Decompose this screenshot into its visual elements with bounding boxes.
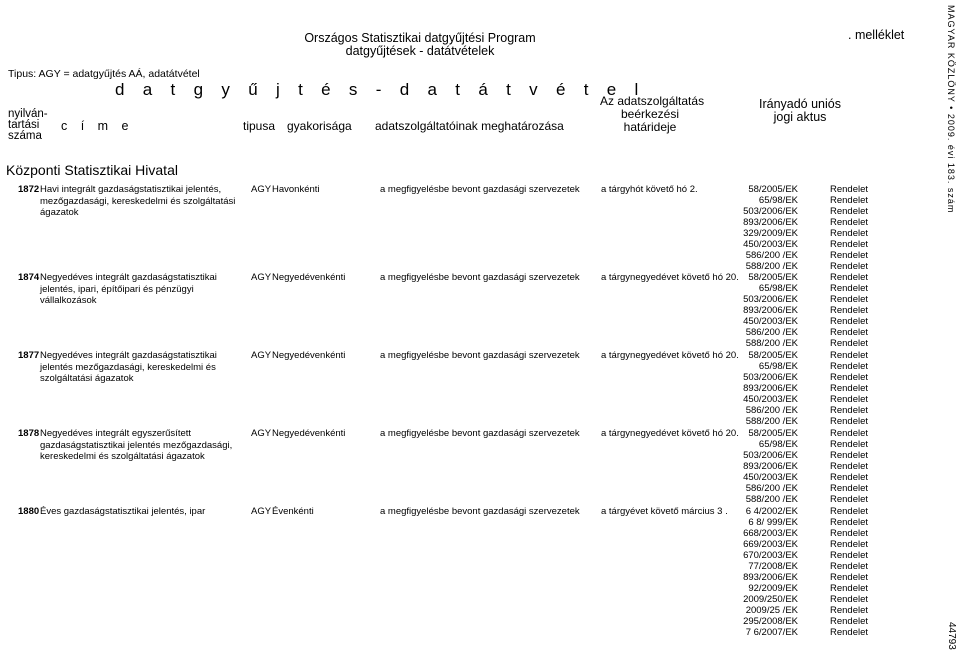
legal-act-kind: Rendelet xyxy=(830,583,869,594)
legal-act-item xyxy=(725,594,870,605)
legal-act-kind: Rendelet xyxy=(830,616,869,627)
legal-act-number: 92/2009/EK xyxy=(748,583,798,594)
legal-act-number: 670/2003/EK xyxy=(743,550,798,561)
legal-act-item xyxy=(725,405,870,416)
legal-act-list xyxy=(725,506,870,638)
legal-act-item xyxy=(725,316,870,327)
legal-act-item xyxy=(725,184,870,195)
entry-type: AGY xyxy=(251,506,272,517)
legal-act-kind: Rendelet xyxy=(830,517,869,528)
legal-act-number: 329/2009/EK xyxy=(743,228,798,239)
legal-act-item xyxy=(725,372,870,383)
legal-act-number: 893/2006/EK xyxy=(743,305,798,316)
entry-description-line: ágazatok xyxy=(40,207,79,218)
legal-act-item xyxy=(725,361,870,372)
legal-act-kind: Rendelet xyxy=(830,483,869,494)
legal-act-item xyxy=(725,561,870,572)
entry-type: AGY xyxy=(251,272,272,283)
legal-act-item xyxy=(725,461,870,472)
legal-act-kind: Rendelet xyxy=(830,506,869,517)
entry-deadline: a tárgynegyedévet követő hó 20. xyxy=(601,428,739,439)
legal-act-kind: Rendelet xyxy=(830,428,869,439)
legal-act-kind: Rendelet xyxy=(830,250,869,261)
legal-act-number: 503/2006/EK xyxy=(743,450,798,461)
legal-act-kind: Rendelet xyxy=(830,550,869,561)
legal-act-item xyxy=(725,394,870,405)
entry-description-line: jelentés, ipari, építőipari és pénzügyi xyxy=(40,283,194,295)
legal-act-item xyxy=(725,327,870,338)
legal-act-item xyxy=(725,439,870,450)
collection-heading: d a t g y ű j t é s - d a t á t v é t e l xyxy=(115,80,646,99)
legal-act-number: 7 6/2007/EK xyxy=(745,627,798,638)
legal-act-kind: Rendelet xyxy=(830,316,869,327)
entry-description-line: jelentés mezőgazdasági, kereskedelmi és xyxy=(40,361,216,373)
legal-act-number: 586/200 /EK xyxy=(745,327,798,338)
legal-act-item xyxy=(725,217,870,228)
legal-act-item xyxy=(725,428,870,439)
legal-act-number: 588/200 /EK xyxy=(745,416,798,427)
legal-act-item xyxy=(725,572,870,583)
entry-description-line: Éves gazdaságstatisztikai jelentés, ipar xyxy=(40,506,206,517)
entry-scope: a megfigyelésbe bevont gazdasági szervezetek xyxy=(380,428,580,439)
legal-act-number: 450/2003/EK xyxy=(743,239,798,250)
entry-description xyxy=(40,428,232,463)
legal-act-item xyxy=(725,483,870,494)
legal-act-kind: Rendelet xyxy=(830,539,869,550)
entry-description-line: mezőgazdasági, kereskedelmi és szolgáltatási xyxy=(40,195,236,207)
legal-act-item xyxy=(725,539,870,550)
legal-act-number: 58/2005/EK xyxy=(748,428,798,439)
entry-type: AGY xyxy=(251,184,272,195)
header-deadline-line: beérkezési xyxy=(620,107,680,121)
legal-act-kind: Rendelet xyxy=(830,383,869,394)
legal-act-number: 295/2008/EK xyxy=(743,616,798,627)
legal-act-number: 65/98/EK xyxy=(758,361,798,372)
entry-type: AGY xyxy=(251,428,272,439)
entry-frequency: Évenkénti xyxy=(272,506,314,517)
entry-description-line: Havi integrált gazdaságstatisztikai jelentés, xyxy=(40,184,222,195)
entry-description-line: gazdaságstatisztikai jelentés mezőgazdasági, xyxy=(40,439,233,451)
legal-act-list xyxy=(725,272,870,349)
legal-act-kind: Rendelet xyxy=(830,338,869,349)
legal-act-number: 6 8/ 999/EK xyxy=(748,517,798,528)
entry-frequency: Negyedévenkénti xyxy=(272,350,346,361)
legal-act-kind: Rendelet xyxy=(830,272,869,283)
legal-act-kind: Rendelet xyxy=(830,528,869,539)
type-legend: Tipus: AGY = adatgyűjtés AÁ, adatátvétel xyxy=(8,68,200,80)
header-deadline-line: Az adatszolgáltatás xyxy=(600,94,705,108)
legal-act-kind: Rendelet xyxy=(830,294,869,305)
entry-code: 1880 xyxy=(18,506,40,517)
legal-act-kind: Rendelet xyxy=(830,305,869,316)
legal-act-number: 893/2006/EK xyxy=(743,383,798,394)
program-title: Országos Statisztikai datgyűjtési Program xyxy=(304,31,536,45)
legal-act-number: 586/200 /EK xyxy=(745,250,798,261)
legal-act-list xyxy=(725,428,870,505)
header-id-line: nyilván- xyxy=(8,108,48,120)
legal-act-kind: Rendelet xyxy=(830,627,869,638)
legal-act-kind: Rendelet xyxy=(830,416,869,427)
organization-name: Központi Statisztikai Hivatal xyxy=(6,162,178,178)
entry-code: 1877 xyxy=(18,350,40,361)
entry-description xyxy=(40,272,217,307)
legal-act-number: 58/2005/EK xyxy=(748,350,798,361)
entry-type: AGY xyxy=(251,350,272,361)
entry-frequency: Havonkénti xyxy=(272,184,320,195)
legal-act-item xyxy=(725,294,870,305)
header-deadline-line: határideje xyxy=(623,120,677,134)
legal-act-kind: Rendelet xyxy=(830,439,869,450)
entry-description-line: kereskedelmi és szolgáltatási ágazatok xyxy=(40,451,205,462)
legal-act-kind: Rendelet xyxy=(830,605,869,616)
legal-act-number: 2009/25 /EK xyxy=(745,605,798,616)
legal-act-item xyxy=(725,450,870,461)
entry-description-line: szolgáltatási ágazatok xyxy=(40,373,134,384)
legal-act-number: 65/98/EK xyxy=(758,439,798,450)
legal-act-item xyxy=(725,506,870,517)
legal-act-kind: Rendelet xyxy=(830,450,869,461)
legal-act-kind: Rendelet xyxy=(830,327,869,338)
legal-act-item xyxy=(725,350,870,361)
legal-act-kind: Rendelet xyxy=(830,206,869,217)
legal-act-item xyxy=(725,616,870,627)
legal-act-number: 77/2008/EK xyxy=(748,561,798,572)
legal-act-kind: Rendelet xyxy=(830,195,869,206)
legal-act-number: 450/2003/EK xyxy=(743,472,798,483)
legal-act-item xyxy=(725,550,870,561)
legal-act-kind: Rendelet xyxy=(830,261,869,272)
legal-act-number: 893/2006/EK xyxy=(743,572,798,583)
entry-description xyxy=(40,184,235,219)
legal-act-kind: Rendelet xyxy=(830,594,869,605)
legal-act-item xyxy=(725,494,870,505)
entry-frequency: Negyedévenkénti xyxy=(272,272,346,283)
legal-act-kind: Rendelet xyxy=(830,283,869,294)
header-frequency-column: gyakorisága xyxy=(287,119,352,133)
legal-act-kind: Rendelet xyxy=(830,561,869,572)
header-title-column: c í m e xyxy=(61,119,134,133)
header-id-line: száma xyxy=(8,130,42,142)
program-subtitle: datgyűjtések - datátvételek xyxy=(345,44,495,58)
legal-act-item xyxy=(725,338,870,349)
legal-act-number: 503/2006/EK xyxy=(743,372,798,383)
entry-deadline: a tárgyévet követő március 3 . xyxy=(601,506,728,517)
legal-act-kind: Rendelet xyxy=(830,217,869,228)
legal-act-kind: Rendelet xyxy=(830,361,869,372)
entry-deadline: a tárgyhót követő hó 2. xyxy=(601,184,698,195)
legal-act-item xyxy=(725,583,870,594)
legal-act-kind: Rendelet xyxy=(830,494,869,505)
header-legal-act-line: jogi aktus xyxy=(773,110,827,124)
legal-act-item xyxy=(725,228,870,239)
legal-act-item xyxy=(725,250,870,261)
legal-act-number: 893/2006/EK xyxy=(743,461,798,472)
legal-act-number: 450/2003/EK xyxy=(743,394,798,405)
entry-scope: a megfigyelésbe bevont gazdasági szervezetek xyxy=(380,272,580,283)
journal-title: MAGYAR KÖZLÖNY • 2009. évi 183. szám xyxy=(946,5,956,214)
legal-act-list xyxy=(725,350,870,427)
legal-act-kind: Rendelet xyxy=(830,372,869,383)
legal-act-number: 588/200 /EK xyxy=(745,261,798,272)
legal-act-item xyxy=(725,283,870,294)
legal-act-number: 65/98/EK xyxy=(758,195,798,206)
legal-act-number: 588/200 /EK xyxy=(745,338,798,349)
legal-act-number: 2009/250/EK xyxy=(743,594,798,605)
entry-code: 1878 xyxy=(18,428,40,439)
entry-code: 1874 xyxy=(18,272,40,283)
entry-description-line: Negyedéves integrált egyszerűsített xyxy=(40,428,192,439)
legal-act-item xyxy=(725,261,870,272)
legal-act-kind: Rendelet xyxy=(830,572,869,583)
legal-act-kind: Rendelet xyxy=(830,405,869,416)
entry-code: 1872 xyxy=(18,184,40,195)
entry-description-line: vállalkozások xyxy=(40,295,97,306)
entry-scope: a megfigyelésbe bevont gazdasági szervezetek xyxy=(380,506,580,517)
legal-act-item xyxy=(725,627,870,638)
legal-act-kind: Rendelet xyxy=(830,461,869,472)
legal-act-item xyxy=(725,305,870,316)
entry-description xyxy=(40,506,205,518)
legal-act-number: 6 4/2002/EK xyxy=(745,506,798,517)
legal-act-kind: Rendelet xyxy=(830,184,869,195)
entry-description-line: Negyedéves integrált gazdaságstatisztikai xyxy=(40,350,217,361)
legal-act-number: 65/98/EK xyxy=(758,283,798,294)
legal-act-number: 586/200 /EK xyxy=(745,483,798,494)
legal-act-item xyxy=(725,383,870,394)
legal-act-item xyxy=(725,272,870,283)
legal-act-item xyxy=(725,239,870,250)
legal-act-item xyxy=(725,517,870,528)
legal-act-number: 669/2003/EK xyxy=(743,539,798,550)
header-id-line: tartási xyxy=(8,119,40,131)
legal-act-number: 586/200 /EK xyxy=(745,405,798,416)
header-type-column: tipusa xyxy=(243,119,276,133)
legal-act-number: 503/2006/EK xyxy=(743,206,798,217)
legal-act-item xyxy=(725,472,870,483)
header-legal-act-line: Irányadó uniós xyxy=(758,97,841,111)
legal-act-number: 588/200 /EK xyxy=(745,494,798,505)
entry-deadline: a tárgynegyedévet követő hó 20. xyxy=(601,350,739,361)
legal-act-number: 503/2006/EK xyxy=(743,294,798,305)
legal-act-item xyxy=(725,206,870,217)
entry-frequency: Negyedévenkénti xyxy=(272,428,346,439)
legal-act-number: 58/2005/EK xyxy=(748,272,798,283)
entry-description-line: Negyedéves integrált gazdaságstatisztikai xyxy=(40,272,217,283)
legal-act-kind: Rendelet xyxy=(830,239,869,250)
entry-scope: a megfigyelésbe bevont gazdasági szervezetek xyxy=(380,184,580,195)
header-provider-column: adatszolgáltatóinak meghatározása xyxy=(375,119,564,133)
entry-description xyxy=(40,350,217,385)
page-number: 44793 xyxy=(946,622,957,650)
legal-act-list xyxy=(725,184,870,272)
legal-act-number: 668/2003/EK xyxy=(743,528,798,539)
legal-act-kind: Rendelet xyxy=(830,350,869,361)
legal-act-item xyxy=(725,195,870,206)
legal-act-kind: Rendelet xyxy=(830,394,869,405)
legal-act-number: 58/2005/EK xyxy=(748,184,798,195)
legal-act-kind: Rendelet xyxy=(830,472,869,483)
legal-act-item xyxy=(725,416,870,427)
legal-act-kind: Rendelet xyxy=(830,228,869,239)
legal-act-number: 450/2003/EK xyxy=(743,316,798,327)
entry-scope: a megfigyelésbe bevont gazdasági szervezetek xyxy=(380,350,580,361)
legal-act-number: 893/2006/EK xyxy=(743,217,798,228)
annex-label: . melléklet xyxy=(848,28,905,42)
entry-deadline: a tárgynegyedévet követő hó 20. xyxy=(601,272,739,283)
legal-act-item xyxy=(725,528,870,539)
legal-act-item xyxy=(725,605,870,616)
